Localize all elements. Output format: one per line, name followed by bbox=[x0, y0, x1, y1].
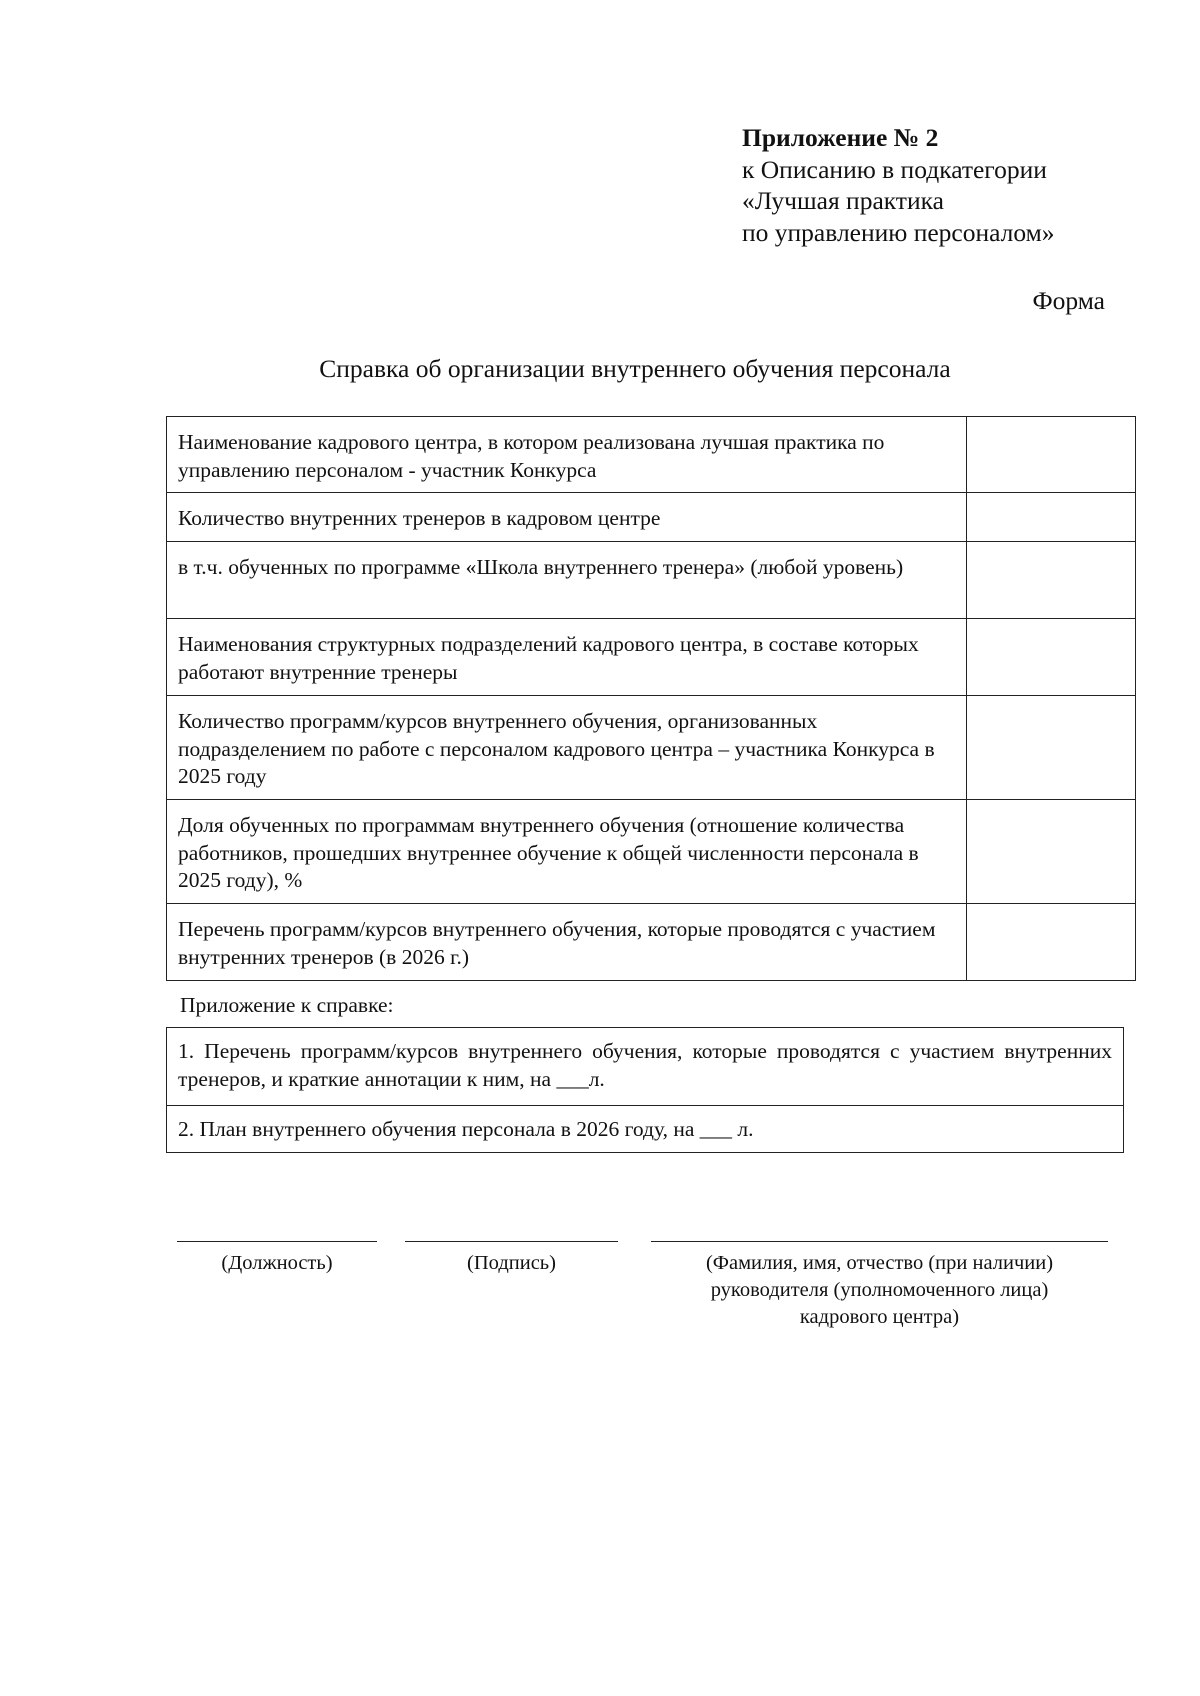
value-cell[interactable] bbox=[967, 493, 1136, 542]
value-cell[interactable] bbox=[967, 542, 1136, 619]
annex-line: по управлению персоналом» bbox=[742, 217, 1055, 247]
row-label: Наименования структурных подразделений кадрового центра, в составе которых работают внутренние тренеры bbox=[167, 619, 967, 696]
position-signature-line[interactable] bbox=[177, 1241, 377, 1242]
attachment-label: Приложение к справке: bbox=[180, 993, 394, 1017]
info-table bbox=[166, 416, 1136, 981]
full-name-caption-line: руководителя (уполномоченного лица) bbox=[710, 1279, 1049, 1301]
row-label: Перечень программ/курсов внутреннего обучения, которые проводятся с участием внутренних тренеров (в 2026 г.) bbox=[167, 904, 967, 981]
value-cell[interactable] bbox=[967, 619, 1136, 696]
row-label: Наименование кадрового центра, в котором реализована лучшая практика по управлению персоналом - участник Конкурса bbox=[167, 417, 967, 493]
annex-block bbox=[742, 122, 1055, 248]
value-cell[interactable] bbox=[967, 800, 1136, 904]
document-title: Справка об организации внутреннего обучения персонала bbox=[319, 354, 951, 383]
annex-line: к Описанию в подкатегории bbox=[742, 154, 1047, 184]
row-label: в т.ч. обученных по программе «Школа внутреннего тренера» (любой уровень) bbox=[167, 542, 967, 619]
attachment-item: 1. Перечень программ/курсов внутреннего обучения, которые проводятся с участием внутренних тренеров, и краткие аннотации к ним, на ___л. bbox=[167, 1028, 1124, 1106]
annex-heading: Приложение № 2 bbox=[742, 123, 939, 152]
row-label: Количество программ/курсов внутреннего обучения, организованных подразделением по работе с персоналом кадрового центра – участника Конкурса в 2025 году bbox=[167, 696, 967, 800]
full-name-caption-line: кадрового центра) bbox=[799, 1306, 960, 1328]
table-row bbox=[167, 417, 1136, 493]
table-row bbox=[167, 542, 1136, 619]
table-row bbox=[167, 493, 1136, 542]
annex-line: «Лучшая практика bbox=[742, 186, 944, 215]
signature-line[interactable] bbox=[405, 1241, 618, 1242]
row-label: Количество внутренних тренеров в кадровом центре bbox=[167, 493, 967, 542]
table-row bbox=[167, 800, 1136, 904]
form-label: Форма bbox=[1032, 286, 1105, 315]
attachment-row bbox=[167, 1106, 1124, 1153]
value-cell[interactable] bbox=[967, 696, 1136, 800]
attachment-item: 2. План внутреннего обучения персонала в 2026 году, на ___ л. bbox=[167, 1106, 1124, 1153]
signature-caption: (Подпись) bbox=[467, 1252, 556, 1274]
table-row bbox=[167, 696, 1136, 800]
value-cell[interactable] bbox=[967, 904, 1136, 981]
full-name-caption bbox=[651, 1250, 1108, 1331]
attachment-row bbox=[167, 1028, 1124, 1106]
value-cell[interactable] bbox=[967, 417, 1136, 493]
full-name-signature-line[interactable] bbox=[651, 1241, 1108, 1242]
row-label: Доля обученных по программам внутреннего обучения (отношение количества работников, прошедших внутреннее обучение к общей численности персонала в 2025 году), % bbox=[167, 800, 967, 904]
attachment-table bbox=[166, 1027, 1124, 1153]
full-name-caption-line: (Фамилия, имя, отчество (при наличии) bbox=[705, 1252, 1054, 1274]
table-row bbox=[167, 904, 1136, 981]
table-row bbox=[167, 619, 1136, 696]
position-caption: (Должность) bbox=[221, 1252, 333, 1274]
